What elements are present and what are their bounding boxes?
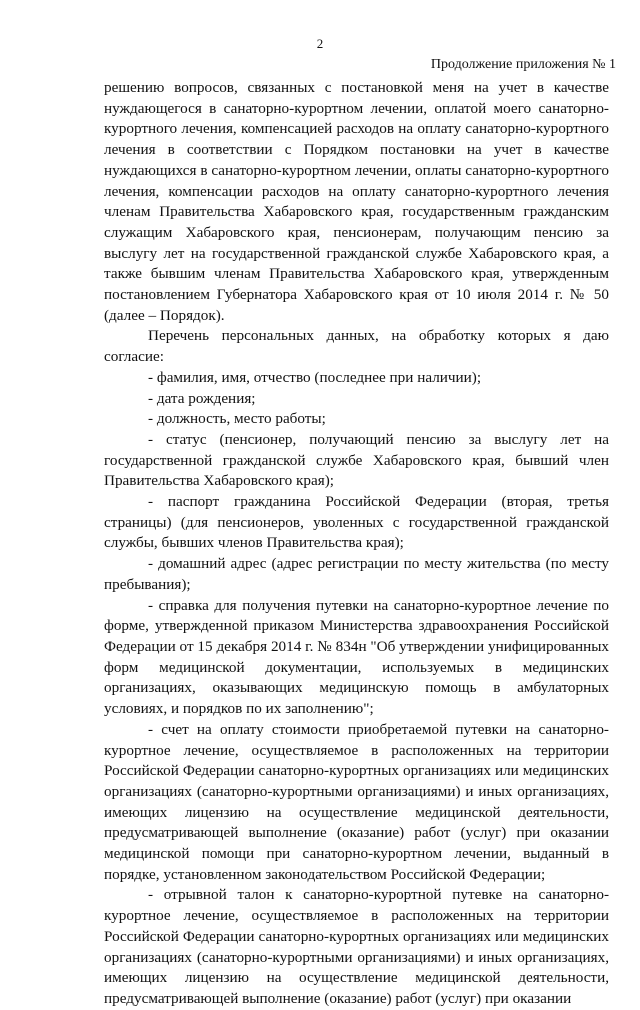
list-item-full-name: - фамилия, имя, отчество (последнее при наличии); <box>148 368 482 386</box>
paragraph-purpose-continuation: решению вопросов, связанных с постановкой меня на учет в качестве нуждающегося в санаторно-курортном лечении, оплатой моего санаторно-курортного лечения, компенсацией расходов на оплату санаторно-курортного лечения в соответствии с Порядком постановки на учет в качестве нуждающихся в санаторно-курортном лечении, оплаты санаторно-курортного лечения, компенсации расходов на оплату санаторно-курортного лечения членам Правительства Хабаровского края, государственным гражданским служащим Хабаровского края, пенсионерам, получающим пенсию за выслугу лет на государственной гражданской службе Хабаровского края, а также бывшим членам Правительства Хабаровского края, утвержденным постановлением Губернатора Хабаровского края от 10 июля 2014 г. № 50 (далее – Порядок). <box>104 79 609 324</box>
list-item-home-address: - домашний адрес (адрес регистрации по месту жительства (по месту пребывания); <box>104 555 609 593</box>
list-item-medical-certificate: - справка для получения путевки на санаторно-курортное лечение по форме, утвержденной приказом Министерства здравоохранения Российской Федерации от 15 декабря 2014 г. № 834н "Об утверждении унифицированных форм медицинской документации, используемых в медицинских организациях, оказывающих медицинскую помощь в амбулаторных условиях, и порядков по их заполнению"; <box>104 596 609 718</box>
list-item-status: - статус (пенсионер, получающий пенсию за выслугу лет на государственной гражданской службе Хабаровского края, бывший член Правительства Хабаровского края); <box>104 430 609 490</box>
list-item-passport: - паспорт гражданина Российской Федерации (вторая, третья страницы) (для пенсионеров, уволенных с государственной гражданской службы, бывших членов Правительства края); <box>104 493 609 552</box>
page-number: 2 <box>316 36 324 51</box>
list-item-voucher-invoice: - счет на оплату стоимости приобретаемой путевки на санаторно-курортное лечение, осуществляемое в расположенных на территории Российской Федерации санаторно-курортных организациях или медицинских организациях (санаторно-курортными организациями) и иных организациях, имеющих лицензию на осуществление медицинской деятельности, предусматривающей выполнение (оказание) работ (услуг) при оказании медицинской помощи при санаторно-курортном лечении, выданный в порядке, установленном законодательством Российской Федерации; <box>104 720 609 883</box>
paragraph-data-list-intro: Перечень персональных данных, на обработку которых я даю согласие: <box>104 327 609 366</box>
list-item-voucher-coupon: - отрывной талон к санаторно-курортной путевке на санаторно-курортное лечение, осуществляемое в расположенных на территории Российской Федерации санаторно-курортных организациях или медицинских организациях (санаторно-курортными организациями) и иных организациях, имеющих лицензию на осуществление медицинской деятельности, предусматривающей выполнение (оказание) работ (услуг) при оказании <box>104 886 609 1007</box>
appendix-continuation-note: Продолжение приложения № 1 <box>430 57 616 72</box>
document-body <box>104 78 609 1010</box>
list-item-birth-date: - дата рождения; <box>148 389 256 407</box>
list-item-position: - должность, место работы; <box>148 410 326 428</box>
